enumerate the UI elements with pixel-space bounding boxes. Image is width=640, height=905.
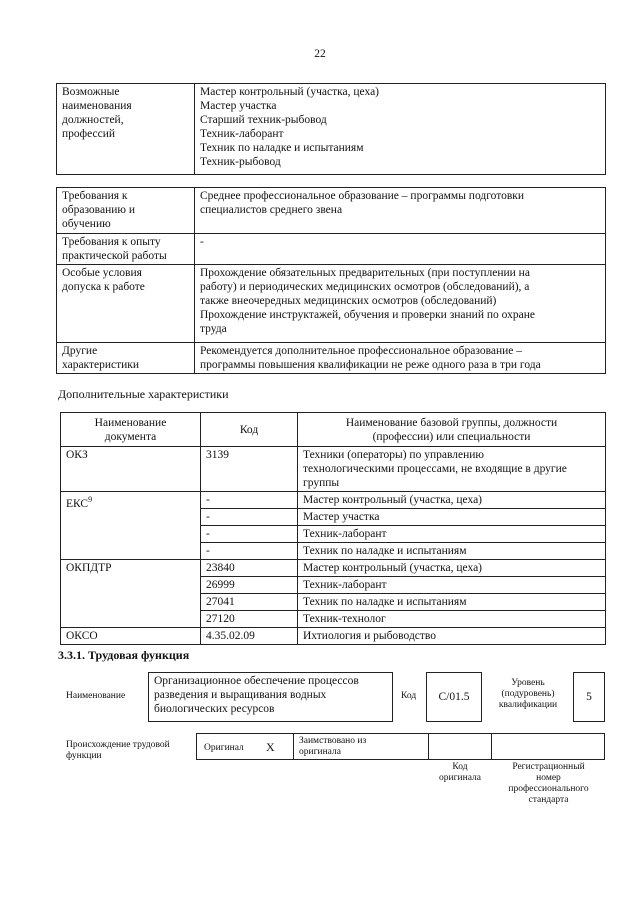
label-line: профессий <box>62 128 116 140</box>
value-line: также внеочередных медицинских осмотров (обследований) <box>200 295 497 307</box>
doc-cell <box>61 447 201 492</box>
label-line: допуска к работе <box>62 281 145 293</box>
code-cell: 4.35.02.09 <box>201 628 298 645</box>
requirement-label <box>57 343 195 374</box>
function-name-line: Организационное обеспечение процессов <box>154 675 359 687</box>
origin-label-line: Происхождение трудовой <box>66 740 170 750</box>
table-row <box>61 447 606 492</box>
additional-header-row <box>61 413 606 447</box>
function-heading: 3.3.1. Трудовая функция <box>58 648 190 662</box>
borrowed-line: оригинала <box>299 747 341 757</box>
name-cell <box>298 447 606 492</box>
doc-name: ОКЗ <box>66 449 88 461</box>
caption-line: оригинала <box>439 773 481 783</box>
positions-label <box>57 84 195 175</box>
value-line: Прохождение инструктажей, обучения и проверки знаний по охране <box>200 309 535 321</box>
requirement-row-other <box>57 343 606 374</box>
position-item: Мастер контрольный (участка, цеха) <box>200 86 380 98</box>
caption-line: профессионального <box>508 784 589 794</box>
doc-name: ОКСО <box>66 630 98 642</box>
requirement-value <box>195 343 606 374</box>
origin-divider-1 <box>293 733 294 760</box>
name-cell: Мастер участка <box>298 509 606 526</box>
doc-name: ОКПДТР <box>66 562 112 574</box>
origin-divider-3 <box>491 733 492 760</box>
name-line: Техники (операторы) по управлению <box>303 449 484 461</box>
function-name-label: Наименование <box>66 691 126 701</box>
value-line: работу) и периодических медицинских осмотров (обследований), а <box>200 281 530 293</box>
origin-code-caption <box>428 762 492 784</box>
level-value: 5 <box>586 691 592 703</box>
label-line: Другие <box>62 345 98 357</box>
code-cell: 26999 <box>201 577 298 594</box>
reg-number-caption <box>492 762 605 806</box>
name-cell: Техник по наладке и испытаниям <box>298 543 606 560</box>
origin-box <box>196 733 605 760</box>
name-line: технологическими процессами, не входящие в другие <box>303 463 567 475</box>
additional-table <box>60 412 606 645</box>
label-line: Особые условия <box>62 267 142 279</box>
header-line: Код <box>239 423 259 436</box>
name-cell: Техник-технолог <box>298 611 606 628</box>
code-value: C/01.5 <box>438 691 470 703</box>
code-label: Код <box>401 691 417 701</box>
value-line: программы повышения квалификации не реже одного раза в три года <box>200 359 541 371</box>
name-line: группы <box>303 477 340 489</box>
position-item: Мастер участка <box>200 100 277 112</box>
caption-line: Регистрационный <box>512 762 585 772</box>
function-name-line: биологических ресурсов <box>154 703 275 715</box>
positions-row <box>57 84 606 175</box>
function-name-box <box>148 672 393 722</box>
value-line: Прохождение обязательных предварительных (при поступлении на <box>200 267 530 279</box>
level-label-line: квалификации <box>498 700 558 710</box>
header-line: Наименование <box>94 417 167 429</box>
code-cell: 27120 <box>201 611 298 628</box>
name-cell: Техник по наладке и испытаниям <box>298 594 606 611</box>
requirement-label <box>57 234 195 265</box>
header-name <box>298 413 606 447</box>
level-label-line: (подуровень) <box>501 689 555 699</box>
requirement-row-education <box>57 188 606 234</box>
table-row <box>61 560 606 577</box>
code-cell: - <box>201 509 298 526</box>
level-label-line: Уровень <box>511 678 545 688</box>
doc-cell <box>61 492 201 560</box>
requirement-row-admission <box>57 265 606 343</box>
value-line: Рекомендуется дополнительное профессиональное образование – <box>200 345 523 357</box>
label-line: образованию и <box>62 204 135 216</box>
code-box <box>426 672 482 722</box>
original-label: Оригинал <box>204 743 244 753</box>
level-box <box>573 672 605 722</box>
doc-name: ЕКС <box>66 497 89 510</box>
header-line: (профессии) или специальности <box>372 431 531 443</box>
page-number: 22 <box>314 48 326 60</box>
position-item: Старший техник-рыбовод <box>200 114 327 126</box>
requirement-row-experience <box>57 234 606 265</box>
label-line: Требования к <box>62 190 128 202</box>
origin-divider-2 <box>428 733 429 760</box>
name-cell: Мастер контрольный (участка, цеха) <box>298 492 606 509</box>
name-cell: Техник-лаборант <box>298 526 606 543</box>
value-line: труда <box>200 323 227 335</box>
origin-label <box>66 740 170 762</box>
code-cell: - <box>201 526 298 543</box>
position-item: Техник-лаборант <box>200 128 284 140</box>
requirement-label <box>57 188 195 234</box>
original-mark: X <box>266 740 275 754</box>
value-line: специалистов среднего звена <box>200 204 343 216</box>
label-line: практической работы <box>62 250 167 262</box>
origin-label-line: функции <box>66 751 102 761</box>
table-row <box>61 492 606 509</box>
requirement-value <box>195 265 606 343</box>
label-line: Требования к опыту <box>62 236 161 248</box>
value-line: Среднее профессиональное образование – программы подготовки <box>200 190 525 202</box>
positions-table <box>56 83 606 175</box>
borrowed-line: Заимствовано из <box>299 736 367 746</box>
code-cell: - <box>201 492 298 509</box>
label-line: наименования <box>62 100 132 112</box>
header-line: документа <box>104 431 157 443</box>
caption-line: номер <box>536 773 561 783</box>
table-row <box>61 628 606 645</box>
requirement-label <box>57 265 195 343</box>
requirements-table <box>56 187 606 374</box>
caption-line: Код <box>452 762 468 772</box>
level-label <box>484 678 572 711</box>
code-cell: 23840 <box>201 560 298 577</box>
position-item: Техник-рыбовод <box>200 156 281 168</box>
additional-heading: Дополнительные характеристики <box>58 387 229 401</box>
code-cell: - <box>201 543 298 560</box>
positions-list <box>195 84 606 175</box>
label-line: обучению <box>62 218 111 230</box>
caption-line: стандарта <box>528 795 569 805</box>
name-cell: Ихтиология и рыбоводство <box>298 628 606 645</box>
label-line: характеристики <box>62 359 140 371</box>
doc-cell <box>61 628 201 645</box>
footnote-mark: 9 <box>88 495 93 504</box>
label-line: Возможные <box>62 86 120 98</box>
header-code <box>201 413 298 447</box>
code-cell: 27041 <box>201 594 298 611</box>
borrowed-label <box>299 736 366 758</box>
header-doc <box>61 413 201 447</box>
name-cell: Мастер контрольный (участка, цеха) <box>298 560 606 577</box>
doc-cell <box>61 560 201 628</box>
requirement-value <box>195 234 606 265</box>
name-cell: Техник-лаборант <box>298 577 606 594</box>
value-line: - <box>200 236 204 248</box>
function-name-line: разведения и выращивания водных <box>154 689 327 701</box>
position-item: Техник по наладке и испытаниям <box>200 142 364 154</box>
code-cell: 3139 <box>201 447 298 492</box>
header-line: Наименование базовой группы, должности <box>345 417 558 429</box>
label-line: должностей, <box>62 114 124 126</box>
requirement-value <box>195 188 606 234</box>
